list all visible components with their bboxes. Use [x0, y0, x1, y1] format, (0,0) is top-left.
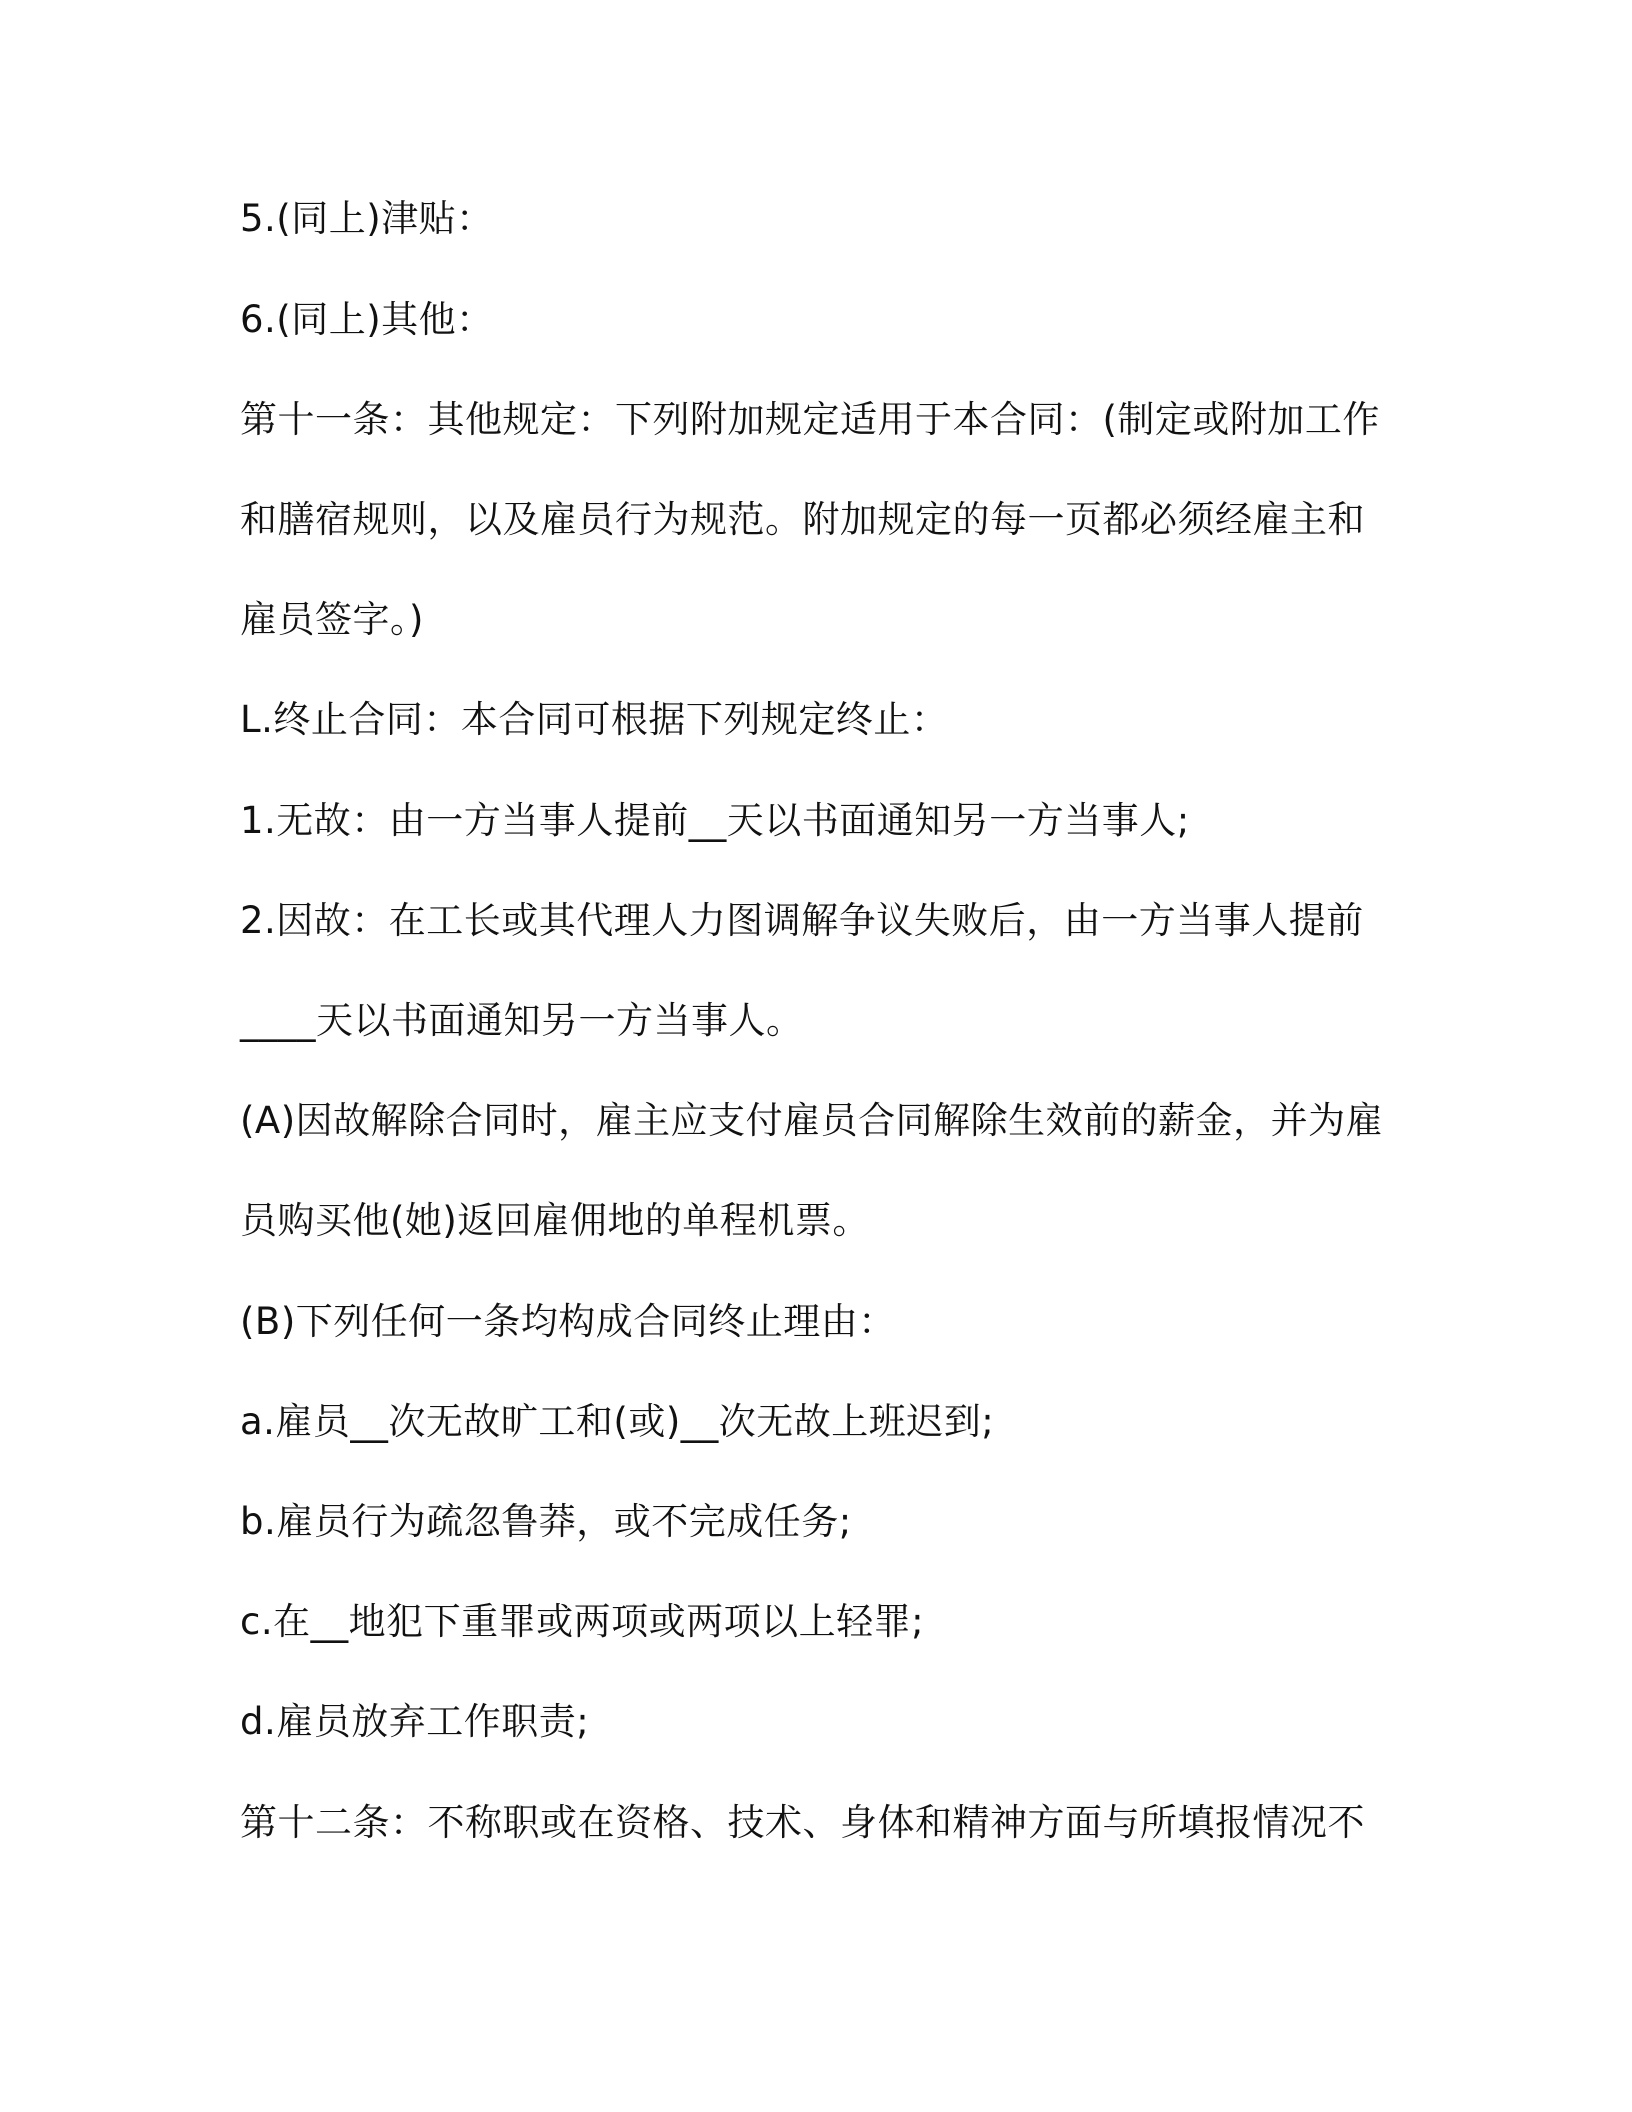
reason-d: d.雇员放弃工作职责; [240, 1700, 590, 1743]
termination-item-2-line-2: ____天以书面通知另一方当事人。 [240, 999, 804, 1042]
termination-item-2-line-1: 2.因故：在工长或其代理人力图调解争议失败后，由一方当事人提前 [240, 899, 1364, 942]
article-11-line-2: 和膳宿规则，以及雇员行为规范。附加规定的每一页都必须经雇主和 [240, 498, 1365, 541]
clause-allowance: 5.(同上)津贴： [240, 197, 494, 240]
clause-other: 6.(同上)其他： [240, 298, 494, 341]
reason-b: b.雇员行为疏忽鲁莽，或不完成任务; [240, 1500, 852, 1543]
clause-a-line-1: (A)因故解除合同时，雇主应支付雇员合同解除生效前的薪金，并为雇 [240, 1099, 1384, 1142]
reason-c: c.在__地犯下重罪或两项或两项以上轻罪; [240, 1600, 925, 1643]
clause-a-line-2: 员购买他(她)返回雇佣地的单程机票。 [240, 1199, 870, 1242]
article-12-line-1: 第十二条：不称职或在资格、技术、身体和精神方面与所填报情况不 [240, 1801, 1365, 1844]
termination-heading: L.终止合同：本合同可根据下列规定终止： [240, 698, 949, 741]
clause-b-heading: (B)下列任何一条均构成合同终止理由： [240, 1300, 896, 1343]
reason-a: a.雇员__次无故旷工和(或)__次无故上班迟到; [240, 1400, 995, 1443]
termination-item-1: 1.无故：由一方当事人提前__天以书面通知另一方当事人; [240, 799, 1190, 842]
article-11-line-3: 雇员签字。) [240, 598, 424, 641]
article-11-line-1: 第十一条：其他规定：下列附加规定适用于本合同：(制定或附加工作 [240, 398, 1380, 441]
